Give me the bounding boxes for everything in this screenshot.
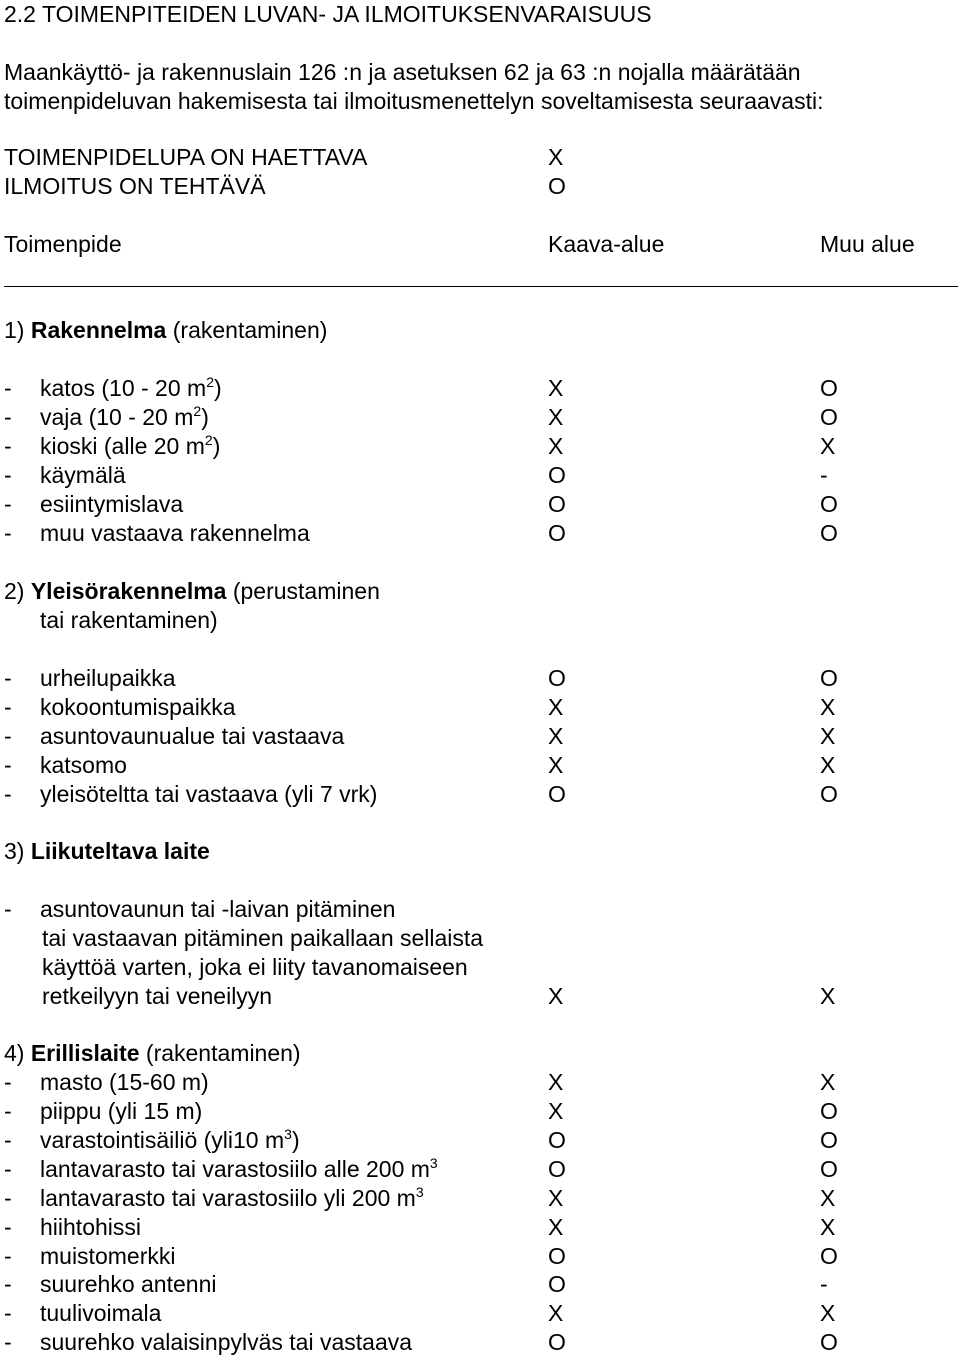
row-text: hiihtohissi xyxy=(40,1214,141,1240)
column-header-row xyxy=(0,230,960,259)
table-row xyxy=(0,1328,960,1357)
row-text: varastointisäiliö (yli10 m xyxy=(40,1127,285,1153)
table-row xyxy=(0,490,960,519)
table-row xyxy=(0,1155,960,1184)
intro-text: toimenpideluvan hakemisesta tai ilmoitusmenettelyn soveltamisesta seuraavasti: xyxy=(4,88,824,114)
row-after: ) xyxy=(212,433,221,459)
section-num: 4) xyxy=(4,1040,25,1066)
row-text: masto (15-60 m) xyxy=(40,1069,209,1095)
table-row xyxy=(0,751,960,780)
row-text: muistomerkki xyxy=(40,1243,176,1269)
row-sup: 3 xyxy=(284,1126,292,1142)
row-kaava: O xyxy=(548,462,566,488)
row-dash: - xyxy=(4,1271,12,1297)
row-text: esiintymislava xyxy=(40,491,184,517)
row-dash: - xyxy=(4,1300,12,1326)
row-sup: 2 xyxy=(206,374,214,390)
row-muu: O xyxy=(820,491,838,517)
row-kaava: O xyxy=(548,665,566,691)
section-rest: (perustaminen xyxy=(226,578,380,604)
row-kaava: X xyxy=(548,1098,564,1124)
legend-symbol: X xyxy=(548,144,564,170)
table-row xyxy=(0,1184,960,1213)
row-text: katos (10 - 20 m xyxy=(40,375,207,401)
row-dash: - xyxy=(4,1127,12,1153)
row-text: muu vastaava rakennelma xyxy=(40,520,310,546)
row-muu: X xyxy=(820,1300,836,1326)
row-kaava: O xyxy=(548,1243,566,1269)
row-dash: - xyxy=(4,491,12,517)
row-muu: O xyxy=(820,375,838,401)
row-dash: - xyxy=(4,1243,12,1269)
legend-label: TOIMENPIDELUPA ON HAETTAVA xyxy=(4,144,368,170)
table-row xyxy=(0,1299,960,1328)
row-text: urheilupaikka xyxy=(40,665,176,691)
table-row xyxy=(0,664,960,693)
row-after: ) xyxy=(213,375,222,401)
row-kaava: O xyxy=(548,1127,566,1153)
row-kaava: X xyxy=(548,694,564,720)
row-kaava: X xyxy=(548,1185,564,1211)
row-text: lantavarasto tai varastosiilo yli 200 m xyxy=(40,1185,416,1211)
row-dash: - xyxy=(4,375,12,401)
intro-line-2 xyxy=(0,87,960,116)
row-dash: - xyxy=(4,1156,12,1182)
table-row xyxy=(0,1213,960,1242)
table-row xyxy=(0,374,960,403)
table-row xyxy=(0,693,960,722)
row-muu: X xyxy=(820,752,836,778)
intro-line-1 xyxy=(0,58,960,87)
table-row-continuation xyxy=(0,953,960,982)
section-rest-line2: tai rakentaminen) xyxy=(40,607,218,633)
section-3-title xyxy=(0,837,960,866)
row-sup: 2 xyxy=(193,403,202,419)
row-muu: O xyxy=(820,1329,838,1355)
row-kaava: X xyxy=(548,375,564,401)
row-text: katsomo xyxy=(40,752,127,778)
row-text: kokoontumispaikka xyxy=(40,694,236,720)
table-row xyxy=(0,1068,960,1097)
header-divider xyxy=(4,286,958,287)
section-2-title xyxy=(0,577,960,606)
table-row xyxy=(0,1270,960,1299)
row-sup: 3 xyxy=(415,1184,424,1200)
row-dash: - xyxy=(4,752,12,778)
row-muu: X xyxy=(820,983,836,1009)
row-kaava: O xyxy=(548,520,566,546)
row-kaava: X xyxy=(548,433,564,459)
legend-symbol: O xyxy=(548,173,566,199)
row-after: ) xyxy=(201,404,209,430)
section-bold: Liikuteltava laite xyxy=(30,838,210,864)
row-sup: 3 xyxy=(429,1155,438,1171)
section-num: 2) xyxy=(4,578,25,604)
row-dash: - xyxy=(4,520,12,546)
row-muu: - xyxy=(820,462,828,488)
row-muu: O xyxy=(820,520,838,546)
row-kaava: O xyxy=(548,1329,566,1355)
row-muu: O xyxy=(820,1243,838,1269)
table-row xyxy=(0,1097,960,1126)
table-row xyxy=(0,403,960,432)
row-dash: - xyxy=(4,1214,12,1240)
row-dash: - xyxy=(4,1329,12,1355)
row-text: kioski (alle 20 m xyxy=(40,433,205,459)
row-kaava: X xyxy=(548,1069,564,1095)
row-text: käyttöä varten, joka ei liity tavanomaiseen xyxy=(42,954,468,980)
table-row xyxy=(0,519,960,548)
row-muu: X xyxy=(820,1069,836,1095)
row-dash: - xyxy=(4,665,12,691)
row-text: vaja (10 - 20 m xyxy=(40,404,194,430)
row-text: suurehko antenni xyxy=(40,1271,217,1297)
row-text: tuulivoimala xyxy=(40,1300,162,1326)
row-kaava: O xyxy=(548,1271,566,1297)
row-muu: - xyxy=(820,1271,828,1297)
row-text: yleisöteltta tai vastaava (yli 7 vrk) xyxy=(40,781,378,807)
row-dash: - xyxy=(4,723,12,749)
legend-label: ILMOITUS ON TEHTÄVÄ xyxy=(4,173,266,199)
row-text: tai vastaavan pitäminen paikallaan sellaista xyxy=(42,925,484,951)
table-row xyxy=(0,1242,960,1271)
row-dash: - xyxy=(4,1069,12,1095)
row-kaava: X xyxy=(548,1214,564,1240)
row-text: käymälä xyxy=(40,462,126,488)
row-muu: X xyxy=(820,723,836,749)
row-kaava: O xyxy=(548,1156,566,1182)
row-muu: O xyxy=(820,1098,838,1124)
row-kaava: X xyxy=(548,1300,564,1326)
row-muu: X xyxy=(820,1214,836,1240)
section-1-title xyxy=(0,316,960,345)
section-bold: Rakennelma xyxy=(30,317,167,343)
row-dash: - xyxy=(4,1185,12,1211)
legend-row-notice xyxy=(0,172,960,201)
table-row xyxy=(0,1126,960,1155)
row-dash: - xyxy=(4,1098,12,1124)
table-row xyxy=(0,780,960,809)
document-heading xyxy=(0,0,960,29)
section-bold: Yleisörakennelma xyxy=(30,578,227,604)
legend-row-permit xyxy=(0,143,960,172)
row-dash: - xyxy=(4,896,12,922)
row-muu: O xyxy=(820,1156,838,1182)
row-text: asuntovaunualue tai vastaava xyxy=(40,723,345,749)
row-dash: - xyxy=(4,781,12,807)
row-text: lantavarasto tai varastosiilo alle 200 m xyxy=(40,1156,430,1182)
heading-text: 2.2 TOIMENPITEIDEN LUVAN- JA ILMOITUKSENVARAISUUS xyxy=(4,1,652,27)
row-muu: O xyxy=(820,1127,838,1153)
row-muu: X xyxy=(820,694,836,720)
table-row xyxy=(0,722,960,751)
row-muu: X xyxy=(820,1185,836,1211)
row-kaava: O xyxy=(548,781,566,807)
section-4-title xyxy=(0,1039,960,1068)
row-kaava: X xyxy=(548,983,564,1009)
table-row xyxy=(0,895,960,924)
row-after: ) xyxy=(291,1127,300,1153)
section-rest: (rakentaminen) xyxy=(166,317,328,343)
section-2-title-line-2 xyxy=(0,606,960,635)
column-header-toimenpide: Toimenpide xyxy=(4,231,122,257)
row-dash: - xyxy=(4,404,12,430)
column-header-kaava: Kaava-alue xyxy=(548,231,665,257)
row-kaava: X xyxy=(548,752,564,778)
row-text: retkeilyyn tai veneilyyn xyxy=(42,983,273,1009)
row-text: piippu (yli 15 m) xyxy=(40,1098,203,1124)
row-dash: - xyxy=(4,433,12,459)
section-num: 1) xyxy=(4,317,25,343)
row-muu: O xyxy=(820,665,838,691)
row-kaava: X xyxy=(548,723,564,749)
section-bold: Erillislaite xyxy=(30,1040,140,1066)
row-muu: O xyxy=(820,404,838,430)
row-dash: - xyxy=(4,694,12,720)
row-sup: 2 xyxy=(204,432,213,448)
column-header-muu: Muu alue xyxy=(820,231,915,257)
row-muu: O xyxy=(820,781,838,807)
row-kaava: X xyxy=(548,404,564,430)
table-row-continuation xyxy=(0,982,960,1011)
row-text: asuntovaunun tai -laivan pitäminen xyxy=(40,896,396,922)
row-kaava: O xyxy=(548,491,566,517)
section-num: 3) xyxy=(4,838,25,864)
row-text: suurehko valaisinpylväs tai vastaava xyxy=(40,1329,413,1355)
table-row xyxy=(0,432,960,461)
table-row-continuation xyxy=(0,924,960,953)
row-dash: - xyxy=(4,462,12,488)
row-muu: X xyxy=(820,433,836,459)
table-row xyxy=(0,461,960,490)
section-rest: (rakentaminen) xyxy=(139,1040,301,1066)
intro-text: Maankäyttö- ja rakennuslain 126 :n ja asetuksen 62 ja 63 :n nojalla määrätään xyxy=(4,59,801,85)
